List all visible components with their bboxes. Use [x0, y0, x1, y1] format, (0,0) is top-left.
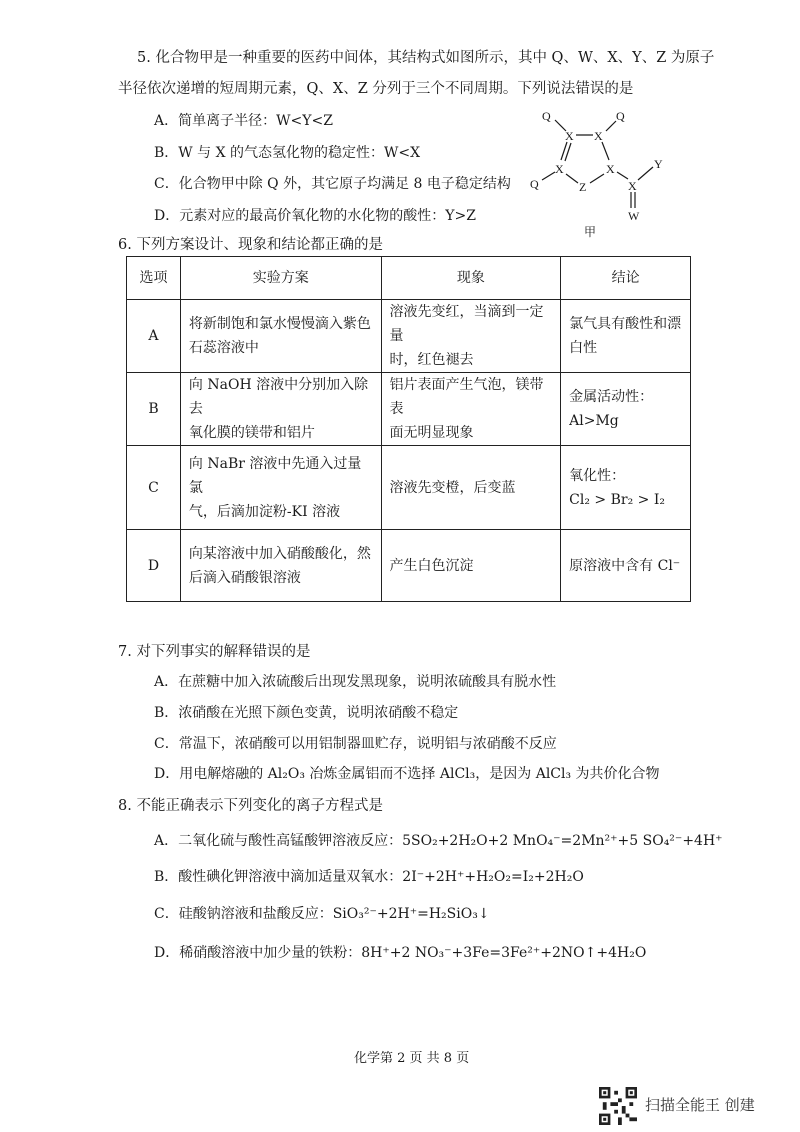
- atom-w: W: [628, 209, 640, 223]
- table-row: [127, 373, 691, 446]
- q7-option-c: C．常温下，浓硝酸可以用铝制器皿贮存，说明铝与浓硝酸不反应: [154, 736, 557, 752]
- q5-option-c: C．化合物甲中除 Q 外，其它原子均满足 8 电子稳定结构: [154, 176, 511, 192]
- page-footer: 化学第 2 页 共 8 页: [354, 1051, 470, 1066]
- row-d-plan: 向某溶液中加入硝酸酸化，然 后滴入硝酸银溶液: [180, 530, 381, 602]
- table-row: [127, 446, 691, 530]
- q5-option-d: D．元素对应的最高价氧化物的水化物的酸性：Y>Z: [154, 208, 476, 224]
- row-d-option: D: [127, 530, 181, 602]
- row-a-conclusion: 氯气具有酸性和漂 白性: [561, 300, 691, 373]
- header-plan: 实验方案: [180, 257, 381, 300]
- structure-caption: 甲: [584, 225, 597, 239]
- row-a-phenomenon: 溶液先变红，当滴到一定量 时，红色褪去: [381, 300, 561, 373]
- q6-title: 6. 下列方案设计、现象和结论都正确的是: [118, 237, 383, 253]
- q8-option-b: B．酸性碘化钾溶液中滴加适量双氧水：2I⁻+2H⁺+H₂O₂=I₂+2H₂O: [154, 869, 584, 885]
- q7-option-a: A．在蔗糖中加入浓硫酸后出现发黑现象，说明浓硫酸具有脱水性: [154, 674, 557, 690]
- table-row: [127, 300, 691, 373]
- header-phenomenon: 现象: [381, 257, 561, 300]
- row-a-option: A: [127, 300, 181, 373]
- qr-code-icon: [599, 1087, 637, 1125]
- q6-table: [126, 256, 691, 602]
- atom-q-top-right: Q: [616, 109, 625, 123]
- q8-option-c: C．硅酸钠溶液和盐酸反应：SiO₃²⁻+2H⁺=H₂SiO₃↓: [154, 906, 490, 922]
- atom-x-1: X: [565, 129, 574, 143]
- row-d-phenomenon: 产生白色沉淀: [381, 530, 561, 602]
- header-conclusion: 结论: [561, 257, 691, 300]
- row-d-conclusion: 原溶液中含有 Cl⁻: [561, 530, 691, 602]
- row-b-phenomenon: 铝片表面产生气泡，镁带表 面无明显现象: [381, 373, 561, 446]
- row-b-plan: 向 NaOH 溶液中分别加入除去 氧化膜的镁带和铝片: [180, 373, 381, 446]
- structure-diagram: [520, 100, 690, 240]
- row-c-plan: 向 NaBr 溶液中先通入过量氯 气，后滴加淀粉-KI 溶液: [180, 446, 381, 530]
- atom-x-3: X: [555, 162, 564, 176]
- atom-x-4: X: [606, 162, 615, 176]
- row-c-phenomenon: 溶液先变橙，后变蓝: [381, 446, 561, 530]
- atom-z: Z: [579, 180, 587, 194]
- q8-option-a: A．二氧化硫与酸性高锰酸钾溶液反应：5SO₂+2H₂O+2 MnO₄⁻=2Mn²⁺+5 SO₄²⁻+4H⁺: [154, 833, 723, 849]
- header-option: 选项: [127, 257, 181, 300]
- q7-title: 7. 对下列事实的解释错误的是: [118, 644, 311, 660]
- q5-option-b: B．W 与 X 的气态氢化物的稳定性：W<X: [154, 145, 421, 161]
- q7-option-d: D．用电解熔融的 Al₂O₃ 冶炼金属铝而不选择 AlCl₃，是因为 AlCl₃ 为共价化合物: [154, 766, 660, 782]
- q8-option-d: D．稀硝酸溶液中加少量的铁粉：8H⁺+2 NO₃⁻+3Fe=3Fe²⁺+2NO↑+4H₂O: [154, 945, 647, 961]
- row-b-option: B: [127, 373, 181, 446]
- row-c-conclusion: 氧化性： Cl₂ > Br₂ > I₂: [561, 446, 691, 530]
- table-row: [127, 530, 691, 602]
- atom-q-left: Q: [530, 177, 539, 191]
- atom-y: Y: [654, 157, 663, 171]
- row-c-option: C: [127, 446, 181, 530]
- row-a-plan: 将新制饱和氯水慢慢滴入紫色 石蕊溶液中: [180, 300, 381, 373]
- q8-title: 8. 不能正确表示下列变化的离子方程式是: [118, 798, 383, 814]
- table-header-row: [127, 257, 691, 300]
- atom-x-5: X: [628, 179, 637, 193]
- q5-stem-line2: 半径依次递增的短周期元素，Q、X、Z 分列于三个不同周期。下列说法错误的是: [118, 81, 634, 97]
- scanner-watermark: 扫描全能王 创建: [645, 1096, 755, 1114]
- row-b-conclusion: 金属活动性： Al>Mg: [561, 373, 691, 446]
- q5-option-a: A．简单离子半径：W<Y<Z: [154, 113, 333, 129]
- q5-stem-line1: 5. 化合物甲是一种重要的医药中间体，其结构式如图所示，其中 Q、W、X、Y、Z 为原子: [137, 50, 715, 66]
- atom-x-2: X: [594, 129, 603, 143]
- q7-option-b: B．浓硝酸在光照下颜色变黄，说明浓硝酸不稳定: [154, 705, 459, 721]
- atom-q-top-left: Q: [542, 109, 551, 123]
